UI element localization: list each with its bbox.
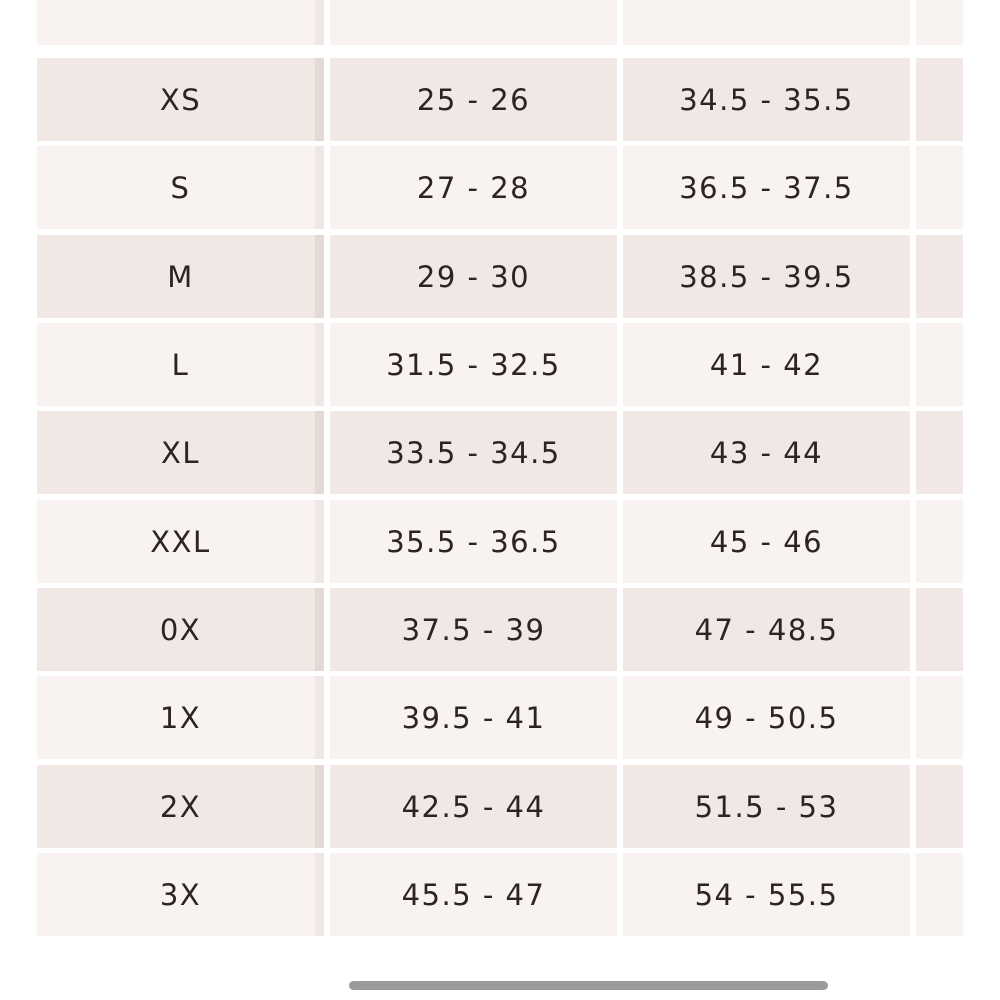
table-row <box>37 853 963 936</box>
header-us <box>37 0 324 45</box>
table-row <box>37 58 963 141</box>
next-column-cell <box>916 58 963 141</box>
waist-cell: 29 - 30 <box>330 235 617 318</box>
hip-cell: 47 - 48.5 <box>623 588 910 671</box>
size-cell: 2X <box>37 765 324 848</box>
next-column-cell <box>916 323 963 406</box>
table-row <box>37 500 963 583</box>
next-column-cell <box>916 676 963 759</box>
size-chart-table[interactable] <box>37 0 963 938</box>
next-column-cell <box>916 411 963 494</box>
header-hip-range <box>623 0 910 45</box>
size-cell: 0X <box>37 588 324 671</box>
hip-cell: 51.5 - 53 <box>623 765 910 848</box>
size-cell: XL <box>37 411 324 494</box>
waist-cell: 33.5 - 34.5 <box>330 411 617 494</box>
waist-cell: 37.5 - 39 <box>330 588 617 671</box>
waist-cell: 35.5 - 36.5 <box>330 500 617 583</box>
hip-cell: 54 - 55.5 <box>623 853 910 936</box>
hip-cell: 36.5 - 37.5 <box>623 146 910 229</box>
size-cell: XS <box>37 58 324 141</box>
next-column-cell <box>916 765 963 848</box>
size-cell: 1X <box>37 676 324 759</box>
table-header-row <box>37 0 963 45</box>
waist-cell: 42.5 - 44 <box>330 765 617 848</box>
hip-cell: 45 - 46 <box>623 500 910 583</box>
next-column-cell <box>916 853 963 936</box>
table-row <box>37 765 963 848</box>
size-cell: M <box>37 235 324 318</box>
size-cell: 3X <box>37 853 324 936</box>
header-next-column <box>916 0 963 45</box>
size-cell: L <box>37 323 324 406</box>
table-row <box>37 411 963 494</box>
next-column-cell <box>916 500 963 583</box>
size-cell: S <box>37 146 324 229</box>
table-row <box>37 588 963 671</box>
hip-cell: 34.5 - 35.5 <box>623 58 910 141</box>
header-waist-range <box>330 0 617 45</box>
waist-cell: 25 - 26 <box>330 58 617 141</box>
table-row <box>37 676 963 759</box>
table-row <box>37 323 963 406</box>
waist-cell: 27 - 28 <box>330 146 617 229</box>
home-indicator-bar[interactable] <box>349 981 828 990</box>
next-column-cell <box>916 146 963 229</box>
hip-cell: 41 - 42 <box>623 323 910 406</box>
waist-cell: 39.5 - 41 <box>330 676 617 759</box>
table-row <box>37 146 963 229</box>
hip-cell: 49 - 50.5 <box>623 676 910 759</box>
hip-cell: 43 - 44 <box>623 411 910 494</box>
next-column-cell <box>916 235 963 318</box>
next-column-cell <box>916 588 963 671</box>
table-row <box>37 235 963 318</box>
waist-cell: 45.5 - 47 <box>330 853 617 936</box>
size-cell: XXL <box>37 500 324 583</box>
hip-cell: 38.5 - 39.5 <box>623 235 910 318</box>
waist-cell: 31.5 - 32.5 <box>330 323 617 406</box>
